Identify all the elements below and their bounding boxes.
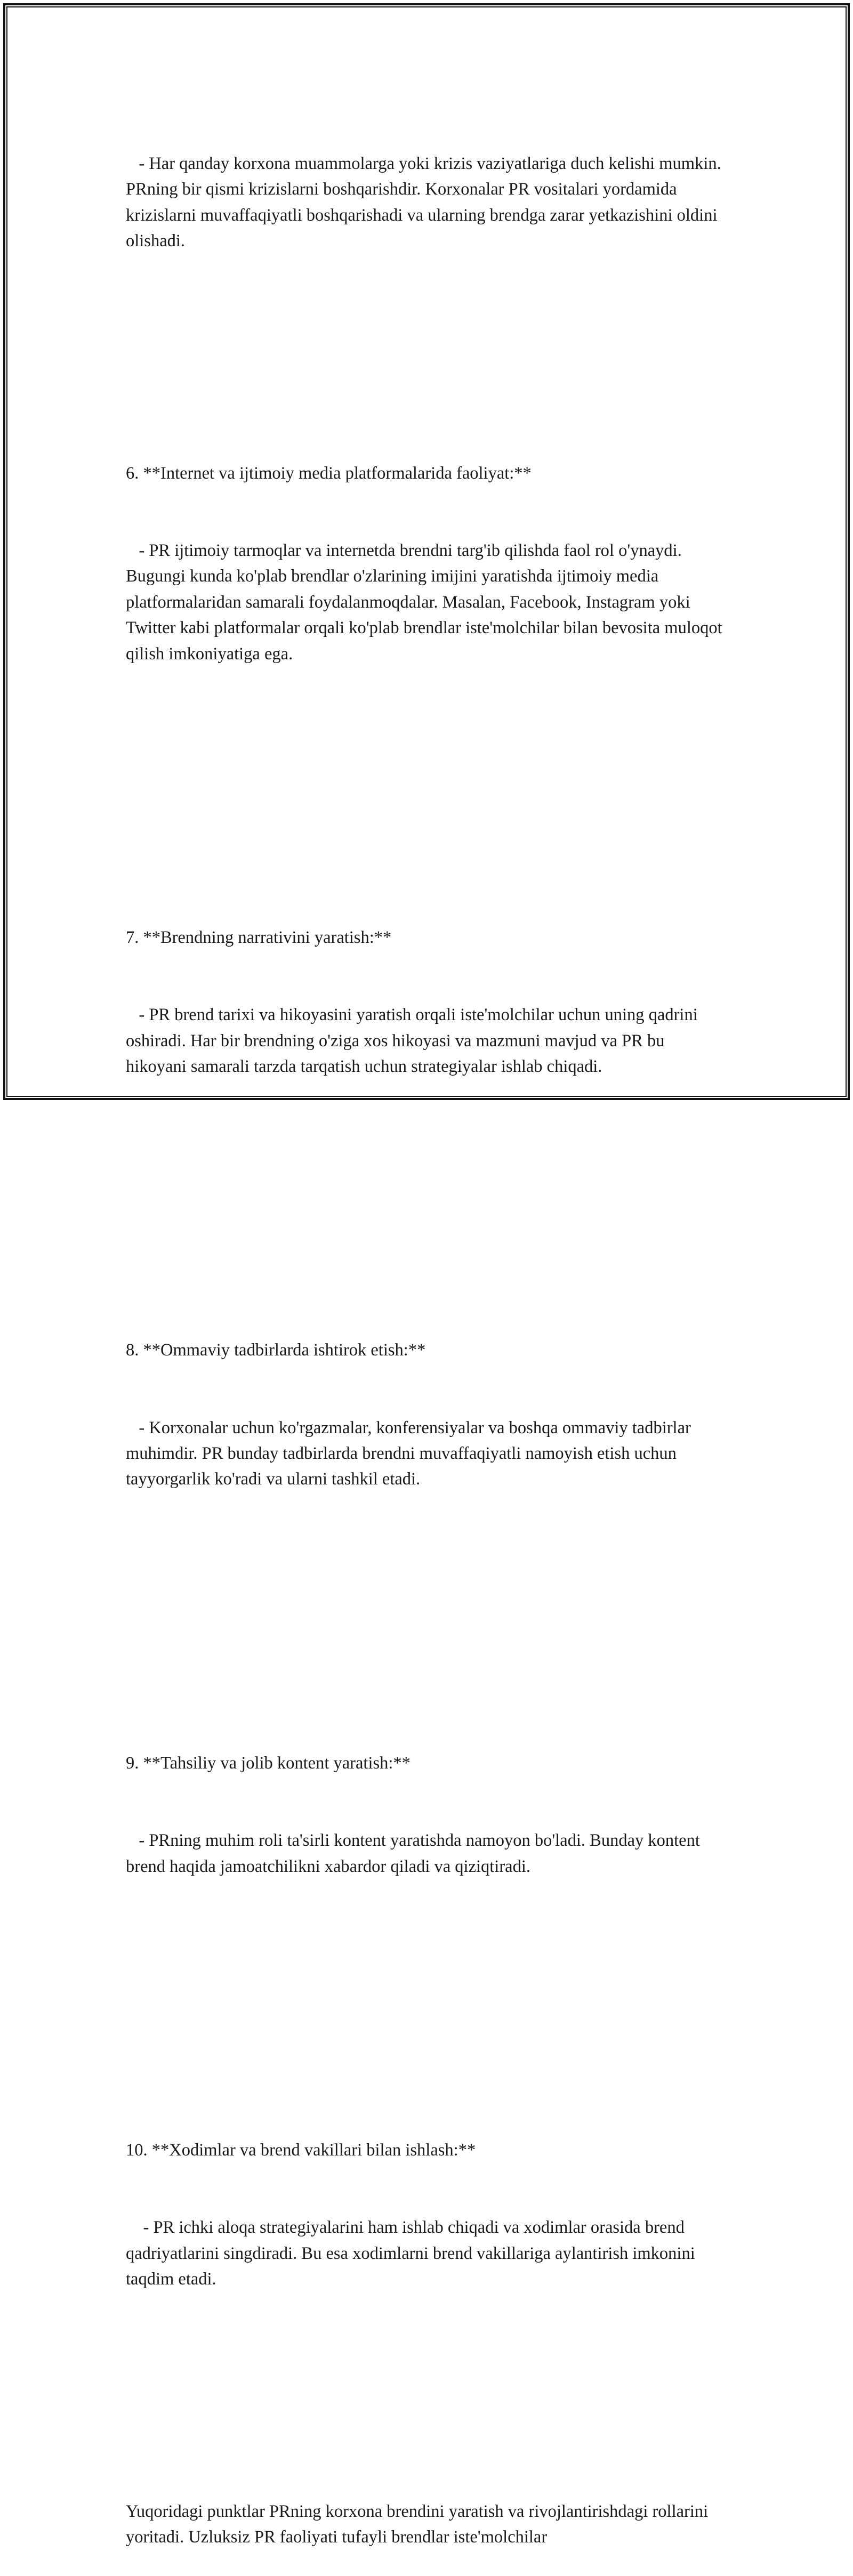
item-heading: 8. **Ommaviy tadbirlarda ishtirok etish:** — [126, 1341, 426, 1360]
item-heading: 10. **Xodimlar va brend vakillari bilan ishlash:** — [126, 2141, 476, 2160]
closing-paragraph: Yuqoridagi punktlar PRning korxona brendini yaratish va rivojlantirishdagi rollarini yoritadi. Uzluksiz PR faoliyati tufayli brendlar iste'molchilar — [126, 2501, 713, 2547]
item-body: - Korxonalar uchun ko'rgazmalar, konferensiyalar va boshqa ommaviy tadbirlar muhimdir. PR bunday tadbirlarda brendni muvaffaqiyatli namoyish etish uchun tayyorgarlik ko'radi va ularni tashkil etadi. — [126, 1418, 695, 1489]
document-body — [126, 99, 728, 2576]
item-heading: 7. **Brendning narrativini yaratish:** — [126, 927, 392, 947]
item-body: - PR ichki aloqa strategiyalarini ham ishlab chiqadi va xodimlar orasida brend qadriyatlarini singdiradi. Bu esa xodimlarni brend vakillariga aylantirish imkonini taqdim etadi. — [126, 2218, 699, 2289]
intro-paragraph: - Har qanday korxona muammolarga yoki krizis vaziyatlariga duch kelishi mumkin. PRning bir qismi krizislarni boshqarishdir. Korxonalar PR vositalari yordamida krizislarni muvaffaqiyatli boshqarishadi va ularning brendga zarar yetkazishini oldini olishadi. — [126, 154, 726, 251]
list-item-6 — [126, 409, 728, 718]
item-body: - PR brend tarixi va hikoyasini yaratish orqali iste'molchilar uchun uning qadrini oshiradi. Har bir brendning o'ziga xos hikoyasi va mazmuni mavjud va PR bu hikoyani samarali tarzda tarqatish uchun strategiyalar ishlab chiqadi. — [126, 1005, 702, 1076]
item-body: - PRning muhim roli ta'sirli kontent yaratishda namoyon bo'ladi. Bunday kontent brend haqida jamoatchilikni xabardor qiladi va qiziqtiradi. — [126, 1831, 704, 1876]
list-item-7 — [126, 873, 728, 1131]
paragraph-gap — [126, 770, 728, 796]
paragraph-gap — [126, 2395, 728, 2421]
paragraph-gap — [126, 1596, 728, 1621]
paragraph-gap — [126, 305, 728, 331]
item-heading: 9. **Tahsiliy va jolib kontent yaratish:** — [126, 1753, 411, 1773]
list-item-10 — [126, 2086, 728, 2344]
list-item-8 — [126, 1286, 728, 1544]
paragraph-gap — [126, 1183, 728, 1208]
item-heading: 6. **Internet va ijtimoiy media platformalarida faoliyat:** — [126, 463, 532, 483]
paragraph-gap — [126, 1983, 728, 2008]
list-item-9 — [126, 1699, 728, 1931]
item-body: - PR ijtimoiy tarmoqlar va internetda brendni targ'ib qilishda faol rol o'ynaydi. Bugungi kunda ko'plab brendlar o'zlarining imijini yaratishda ijtimoiy media platformalaridan samarali foydalanmoqdalar. Masalan, Facebook, Instagram yoki Twitter kabi platformalar orqali ko'plab brendlar iste'molchilar bilan bevosita muloqot qilish imkoniyatiga ega. — [126, 540, 727, 664]
